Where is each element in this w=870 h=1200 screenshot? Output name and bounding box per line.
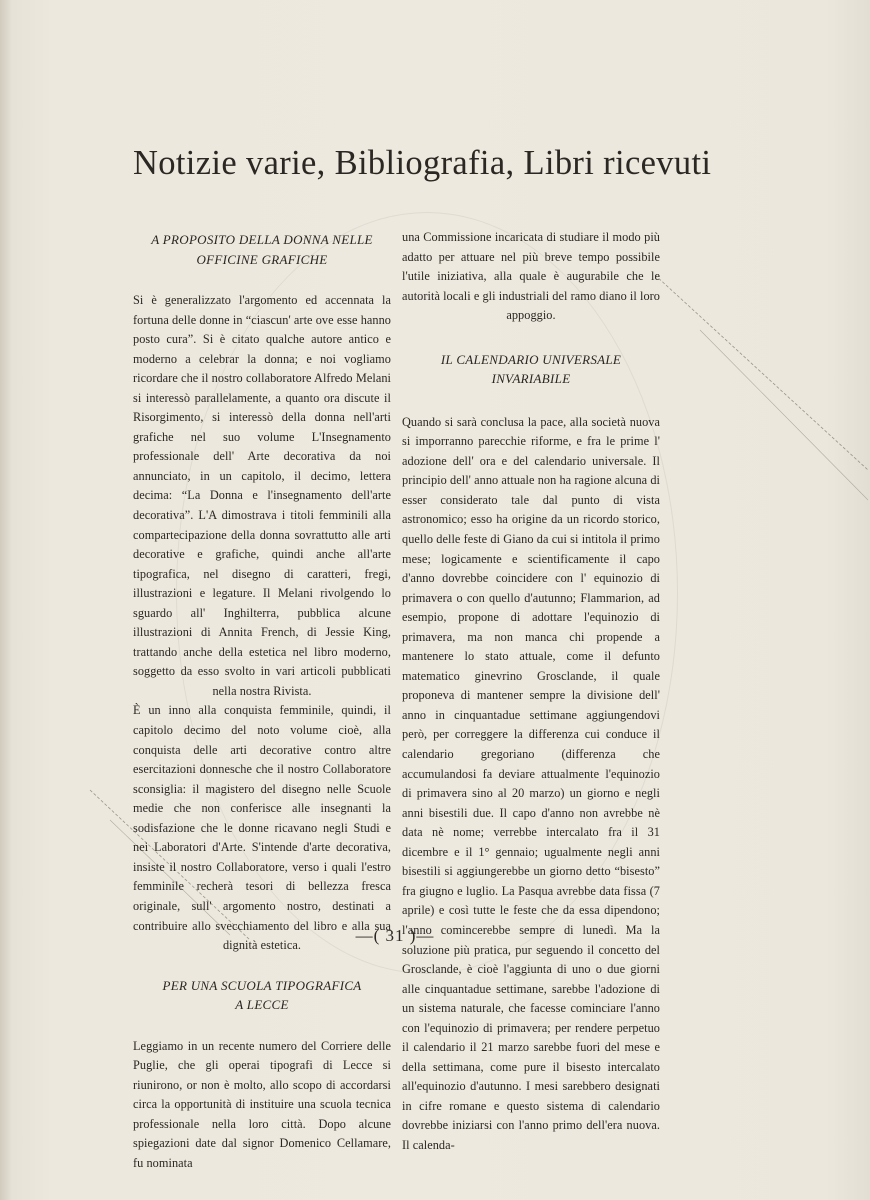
page-number: —( 31 )— (355, 926, 435, 945)
article-heading-donna (133, 230, 391, 269)
heading-line: OFFICINE GRAFICHE (196, 251, 328, 267)
page-title: Notizie varie, Bibliografia, Libri ricevuti (133, 144, 712, 182)
paragraph: una Commissione incaricata di studiare il modo più adatto per attuare nel più breve tempo possibile l'utile iniziativa, alla quale è augurabile che le autorità locali e gli industriali del ramo diano il loro appoggio. (402, 230, 660, 323)
heading-line: PER UNA SCUOLA TIPOGRAFICA (162, 977, 362, 993)
paragraph: È un inno alla conquista femminile, quindi, il capitolo decimo del noto volume cioè, alla conquista delle arti decorative contro altre esercitazioni donnesche che il nostro Collaboratore sconsiglia: il magistero del disegno nelle Scuole medie che non conferisce alle insegnanti la sodisfazione che le donne ricavano negli Studi e nei Laboratori d'Arte. S'intende d'arte decorativa, insiste il nostro Collaboratore, verso i quali l'estro femminile recherà tesori di bellezza fresca originale, sull' argomento nostro, destinati a contribuire allo svecchiamento del libro e alla sua dignità estetica. (133, 703, 391, 953)
left-column (133, 228, 391, 1173)
heading-line: A PROPOSITO DELLA DONNA NELLE (151, 232, 373, 247)
paragraph: Si è generalizzato l'argomento ed accennata la fortuna delle donne in “ciascun' arte ove esse hanno posto cura”. Si è citato qualche autore antico e moderno a celebrar la donna; e noi vogliamo ricordare che il nostro collaboratore Alfredo Melani si interessò parallelamente, a quanto ora discute il Risorgimento, si interessò della donna nell'arti grafiche nel suo volume L'Insegnamento professionale dell' Arte decorativa da noi annunciato, in un capitolo, il decimo, lettera decima: “La Donna e l'insegnamento dell'arte decorativa”. L'A dimostrava i titoli femminili alla compartecipazione della donna sovrattutto alle arti decorative e grafiche, quindi anche all'arte tipografica, nel disegno di caratteri, fregi, illustrazioni e legature. Il Melani rivolgendo lo sguardo all' Inghilterra, pubblica alcune illustrazioni di Annita French, di Jessie King, trattando anche della estetica nel libro moderno, soggetto da esso svolto in vari articoli pubblicati nella nostra Rivista. (133, 293, 391, 698)
right-column (402, 228, 660, 1156)
article-heading-lecce (133, 976, 391, 1015)
paragraph: Leggiamo in un recente numero del Corriere delle Puglie, che gli operai tipografi di Lecce si riunirono, or non è molto, allo scopo di accordarsi circa la opportunità di instituire una scuola tecnica professionale nella loro città. Dopo alcune spiegazioni date dal signor Domenico Cellamare, fu nominata (133, 1038, 391, 1170)
article-heading-calendario (402, 350, 660, 389)
heading-line: A LECCE (235, 997, 289, 1013)
heading-line: INVARIABILE (491, 371, 571, 387)
heading-line: IL CALENDARIO UNIVERSALE (440, 351, 622, 367)
paragraph: Quando si sarà conclusa la pace, alla società nuova si imporranno parecchie riforme, e fra le prime l' adozione dell' ora e del calendario universale. Il principio dell' anno attuale non ha ragione alcuna di esser considerato tale dal punto di vista astronomico; esso ha origine da un ricordo storico, quello delle feste di Giano da cui si intitola il primo mese; logicamente e scientificamente il capo d'anno dovrebbe coincidere con l' equinozio di primavera o con quello d'autunno; Flammarion, ad esempio, propone di adottare l'equinozio di primavera, ma non manca chi propende a mantenere lo stato attuale, come il defunto matematico ginevrino Grosclande, il quale proponeva di mantener sempre la divisione dell' anno in cinquantadue settimane aggiungendovi però, per correggere la differenza cui conduce il calendario gregoriano (differenza che accumulandosi fa deviare attualmente l'equinozio di primavera sino al 20 marzo) un giorno e negli anni bisestili due. Il capo d'anno non avrebbe nè data nè nome; verrebbe intercalato fra il 31 dicembre e il 1° gennaio; ugualmente negli anni bisestili si aggiungerebbe un giorno detto “bisesto” fra giugno e luglio. La Pasqua avrebbe data fissa (7 aprile) e così tutte le feste che da essa dipendono; l'anno comincerebbe sempre di lunedì. Ma la soluzione più pratica, pur seguendo il concetto del Grosclande, è cioè l'aggiunta di uno o due giorni alle cinquantadue settimane, sarebbe l'adozione di un sistema naturale, che facesse cominciare l'anno con l'equinozio di primavera; per rendere perpetuo il calendario il 21 marzo sarebbe fuori del mese e della settimana, come pure il bisesto intercalato all'equinozio d'autunno. I mesi sarebbero designati in cifre romane e questo sistema di calendario dovrebbe iniziarsi con l'anno primo dell'era nuova. Il calenda- (402, 414, 660, 1152)
